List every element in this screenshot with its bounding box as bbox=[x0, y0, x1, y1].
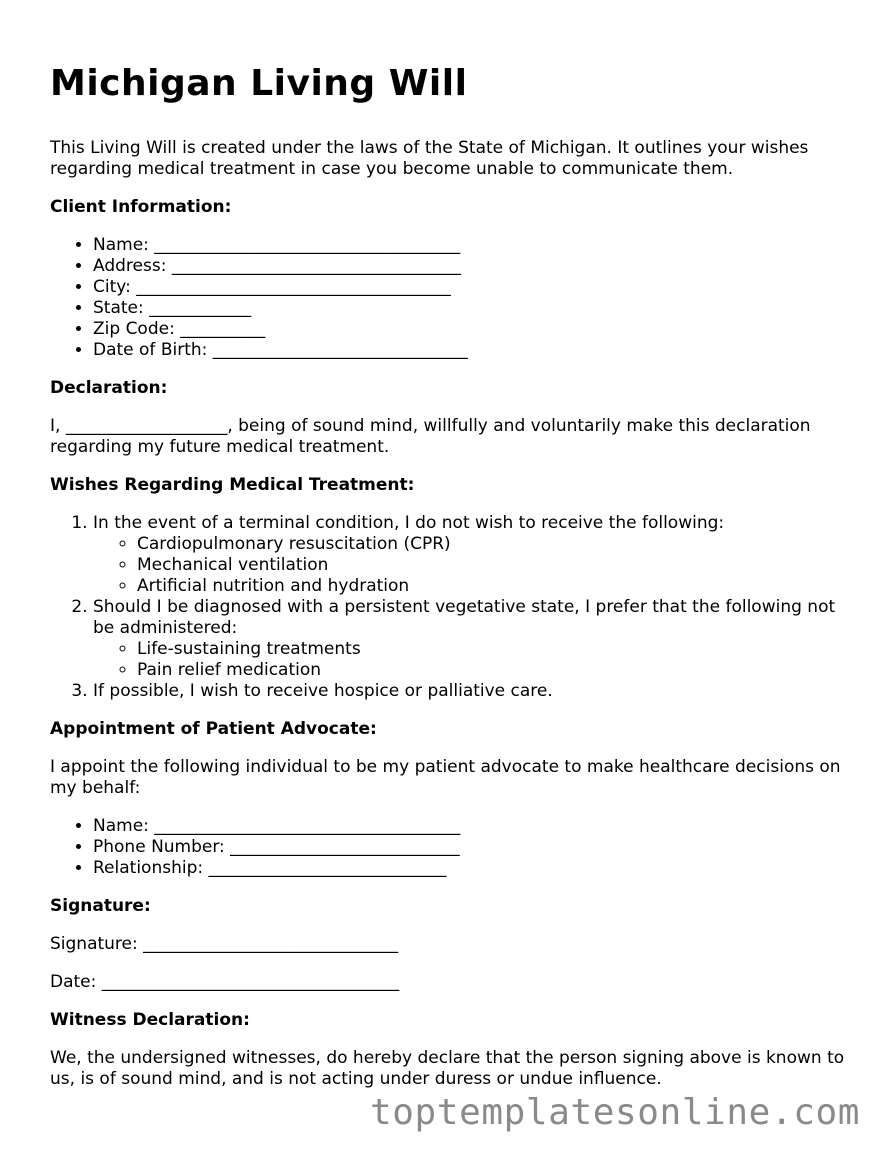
wish-item-text: In the event of a terminal condition, I do not wish to receive the following: bbox=[93, 513, 725, 533]
advocate-heading: Appointment of Patient Advocate: bbox=[50, 719, 377, 739]
signature-heading: Signature: bbox=[50, 896, 151, 916]
wish-subitem: ◦ Cardiopulmonary resuscitation (CPR) bbox=[137, 534, 850, 555]
advocate-phone-field: • Phone Number: ___________________________ bbox=[93, 837, 850, 858]
wish-item-text: Should I be diagnosed with a persistent vegetative state, I prefer that the following not be administered: bbox=[93, 597, 836, 638]
witness-text: We, the undersigned witnesses, do hereby declare that the person signing above is known to us, is of sound mind, and is not acting under duress or undue influence. bbox=[50, 1048, 845, 1089]
watermark-text: toptemplatesonline.com bbox=[370, 1092, 861, 1133]
wish-sublist bbox=[93, 639, 850, 681]
wish-item bbox=[93, 597, 850, 681]
witness-heading: Witness Declaration: bbox=[50, 1010, 250, 1030]
client-city-field: • City: _____________________________________ bbox=[93, 277, 850, 298]
wish-sublist bbox=[93, 534, 850, 597]
client-info-list bbox=[50, 235, 850, 361]
declaration-text: I, ___________________, being of sound mind, willfully and voluntarily make this declaration regarding my future medical treatment. bbox=[50, 416, 811, 457]
advocate-list bbox=[50, 816, 850, 879]
client-name-field: • Name: ____________________________________ bbox=[93, 235, 850, 256]
wishes-heading: Wishes Regarding Medical Treatment: bbox=[50, 475, 415, 495]
page-title: Michigan Living Will bbox=[50, 63, 468, 104]
wish-subitem: ◦ Pain relief medication bbox=[137, 660, 850, 681]
client-zip-field: • Zip Code: __________ bbox=[93, 319, 850, 340]
wish-item-text: If possible, I wish to receive hospice or palliative care. bbox=[93, 681, 553, 701]
advocate-name-field: • Name: ____________________________________ bbox=[93, 816, 850, 837]
wish-item bbox=[93, 513, 850, 597]
intro-paragraph: This Living Will is created under the laws of the State of Michigan. It outlines your wishes regarding medical treatment in case you become unable to communicate them. bbox=[50, 138, 809, 179]
wish-subitem: ◦ Artificial nutrition and hydration bbox=[137, 576, 850, 597]
advocate-text: I appoint the following individual to be my patient advocate to make healthcare decisions on my behalf: bbox=[50, 757, 841, 798]
wish-subitem: ◦ Mechanical ventilation bbox=[137, 555, 850, 576]
advocate-relationship-field: • Relationship: ____________________________ bbox=[93, 858, 850, 879]
wish-item bbox=[93, 681, 850, 702]
wish-subitem: ◦ Life-sustaining treatments bbox=[137, 639, 850, 660]
client-state-field: • State: ____________ bbox=[93, 298, 850, 319]
declaration-heading: Declaration: bbox=[50, 378, 168, 398]
client-address-field: • Address: __________________________________ bbox=[93, 256, 850, 277]
client-info-heading: Client Information: bbox=[50, 197, 232, 217]
date-line: Date: ___________________________________ bbox=[50, 972, 400, 992]
signature-line: Signature: ______________________________ bbox=[50, 934, 399, 954]
client-dob-field: • Date of Birth: ______________________________ bbox=[93, 340, 850, 361]
wishes-list bbox=[50, 513, 850, 702]
document-page bbox=[50, 62, 850, 1107]
